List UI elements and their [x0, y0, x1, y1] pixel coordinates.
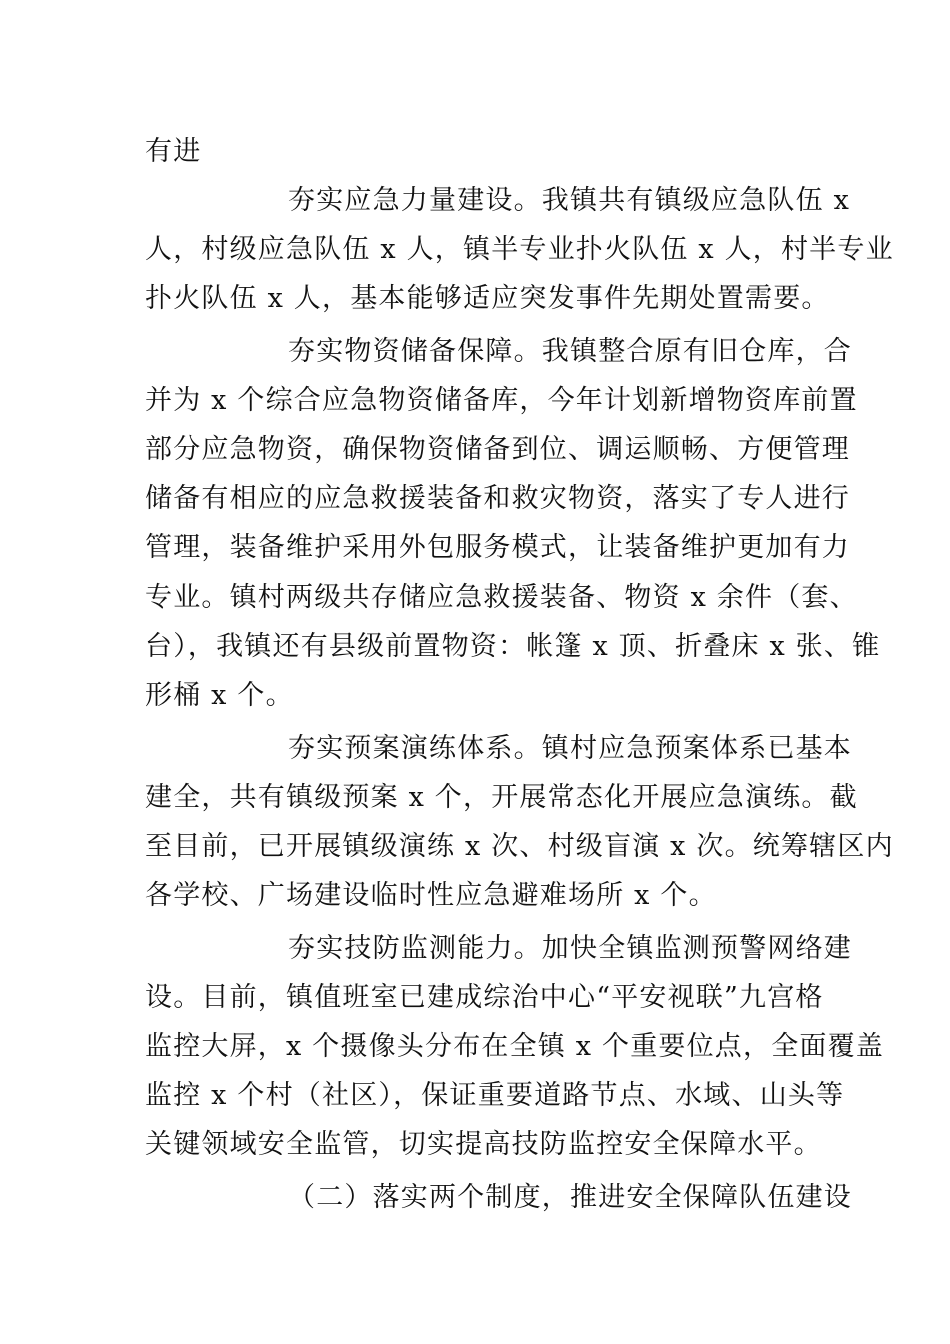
text-line: 至目前，已开展镇级演练 x 次、村级盲演 x 次。统筹辖区内: [145, 831, 894, 862]
text-line: 监控大屏，x 个摄像头分布在全镇 x 个重要位点，全面覆盖: [145, 1031, 885, 1062]
text-line: 部分应急物资，确保物资储备到位、调运顺畅、方便管理: [145, 434, 850, 465]
text-line: 管理，装备维护采用外包服务模式，让装备维护更加有力: [145, 532, 850, 563]
text-line: 台），我镇还有县级前置物资：帐篷 x 顶、折叠床 x 张、锥: [145, 631, 881, 662]
paragraph-start-line: 夯实预案演练体系。镇村应急预案体系已基本: [288, 733, 852, 764]
text-line: 专业。镇村两级共存储应急救援装备、物资 x 余件（套、: [145, 582, 858, 613]
text-line: 形桶 x 个。: [145, 680, 294, 711]
text-line: 扑火队伍 x 人，基本能够适应突发事件先期处置需要。: [145, 283, 830, 314]
text-line: 有进: [145, 136, 202, 167]
paragraph-start-line: 夯实应急力量建设。我镇共有镇级应急队伍 x: [288, 185, 851, 216]
section-heading: （二）落实两个制度，推进安全保障队伍建设: [288, 1182, 852, 1213]
paragraph-start-line: 夯实物资储备保障。我镇整合原有旧仓库，合: [288, 336, 852, 367]
paragraph-start-line: 夯实技防监测能力。加快全镇监测预警网络建: [288, 933, 852, 964]
text-line: 并为 x 个综合应急物资储备库，今年计划新增物资库前置: [145, 385, 858, 416]
text-line: 各学校、广场建设临时性应急避难场所 x 个。: [145, 880, 717, 911]
text-line: 人，村级应急队伍 x 人，镇半专业扑火队伍 x 人，村半专业: [145, 234, 894, 265]
text-line: 建全，共有镇级预案 x 个，开展常态化开展应急演练。截: [145, 782, 858, 813]
text-line: 设。目前，镇值班室已建成综治中心“平安视联”九宫格: [145, 982, 824, 1013]
text-line: 关键领域安全监管，切实提高技防监控安全保障水平。: [145, 1129, 822, 1160]
text-line: 储备有相应的应急救援装备和救灾物资，落实了专人进行: [145, 483, 850, 514]
text-line: 监控 x 个村（社区），保证重要道路节点、水域、山头等: [145, 1080, 845, 1111]
